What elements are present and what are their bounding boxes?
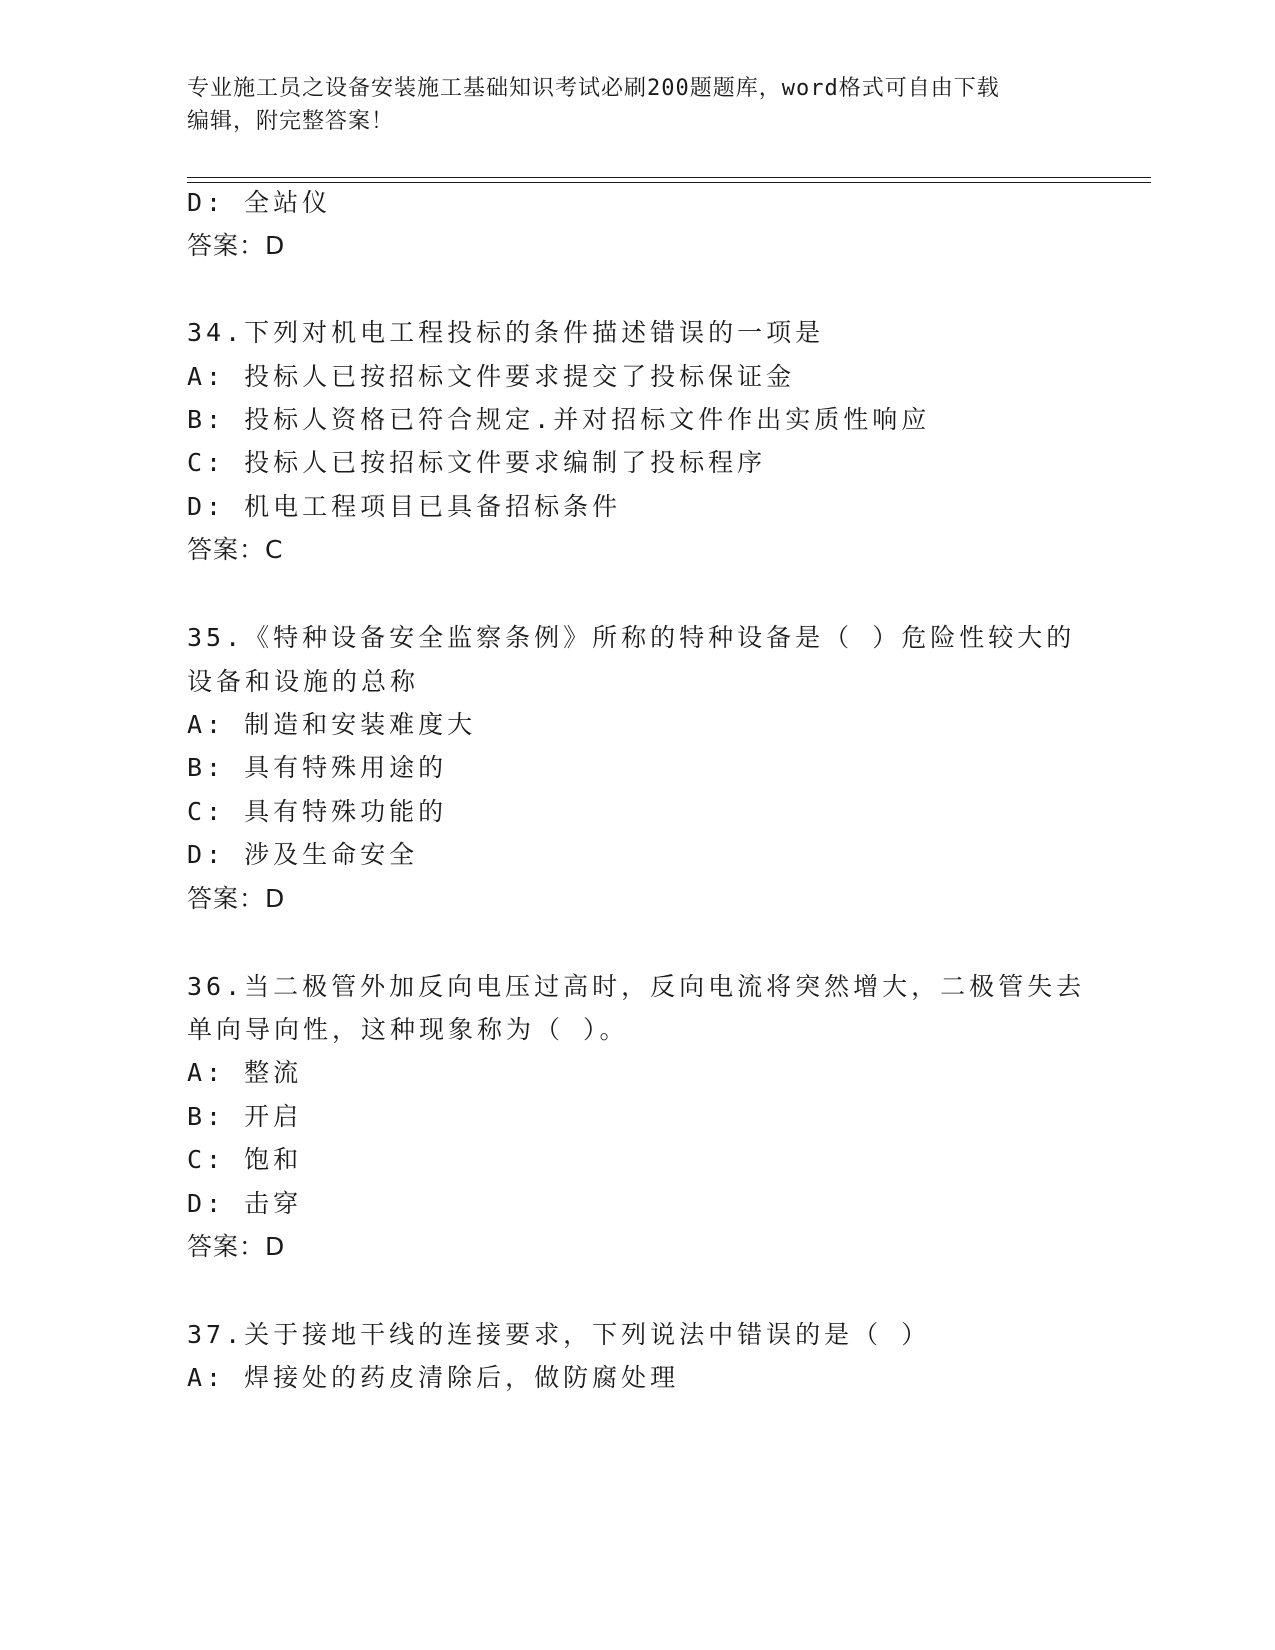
- header-title-line-2: 编辑，附完整答案！: [187, 109, 395, 134]
- q36-option-a: A: 整流: [187, 1058, 303, 1087]
- q35-option-d: D: 涉及生命安全: [187, 840, 419, 869]
- header-title-line-1: 专业施工员之设备安装施工基础知识考试必刷200题题库，word格式可自由下载: [187, 76, 1000, 101]
- q34-option-b: B: 投标人资格已符合规定.并对招标文件作出实质性响应: [187, 405, 931, 434]
- document-header: [187, 72, 1087, 138]
- q36-option-b: B: 开启: [187, 1102, 303, 1131]
- carry-answer: 答案：D: [187, 231, 286, 260]
- q35-option-b: B: 具有特殊用途的: [187, 753, 448, 782]
- q36-option-d: D: 击穿: [187, 1189, 303, 1218]
- q35-stem-line-1: 35.《特种设备安全监察条例》所称的特种设备是（ ）危险性较大的: [187, 623, 1076, 652]
- q35-stem-line-2: 设备和设施的总称: [187, 667, 420, 696]
- q36-stem-line-2: 单向导向性，这种现象称为（ ）。: [187, 1015, 629, 1044]
- q37-option-a: A: 焊接处的药皮清除后，做防腐处理: [187, 1363, 680, 1392]
- q37-stem: 37.关于接地干线的连接要求，下列说法中错误的是（ ）: [187, 1320, 931, 1349]
- q35-answer: 答案：D: [187, 884, 286, 913]
- carry-option-d: D: 全站仪: [187, 188, 332, 217]
- q34-option-c: C: 投标人已按招标文件要求编制了投标程序: [187, 448, 767, 477]
- q34-answer: 答案：C: [187, 535, 284, 564]
- q36-option-c: C: 饱和: [187, 1145, 303, 1174]
- q34-option-d: D: 机电工程项目已具备招标条件: [187, 492, 622, 521]
- q35-option-c: C: 具有特殊功能的: [187, 797, 448, 826]
- header-divider-top: [187, 177, 1151, 178]
- q35-option-a: A: 制造和安装难度大: [187, 710, 477, 739]
- q34-option-a: A: 投标人已按招标文件要求提交了投标保证金: [187, 362, 796, 391]
- q36-answer: 答案：D: [187, 1232, 286, 1261]
- q36-stem-line-1: 36.当二极管外加反向电压过高时，反向电流将突然增大，二极管失去: [187, 972, 1086, 1001]
- q34-stem: 34.下列对机电工程投标的条件描述错误的一项是: [187, 318, 825, 347]
- header-divider-bottom: [187, 182, 1151, 183]
